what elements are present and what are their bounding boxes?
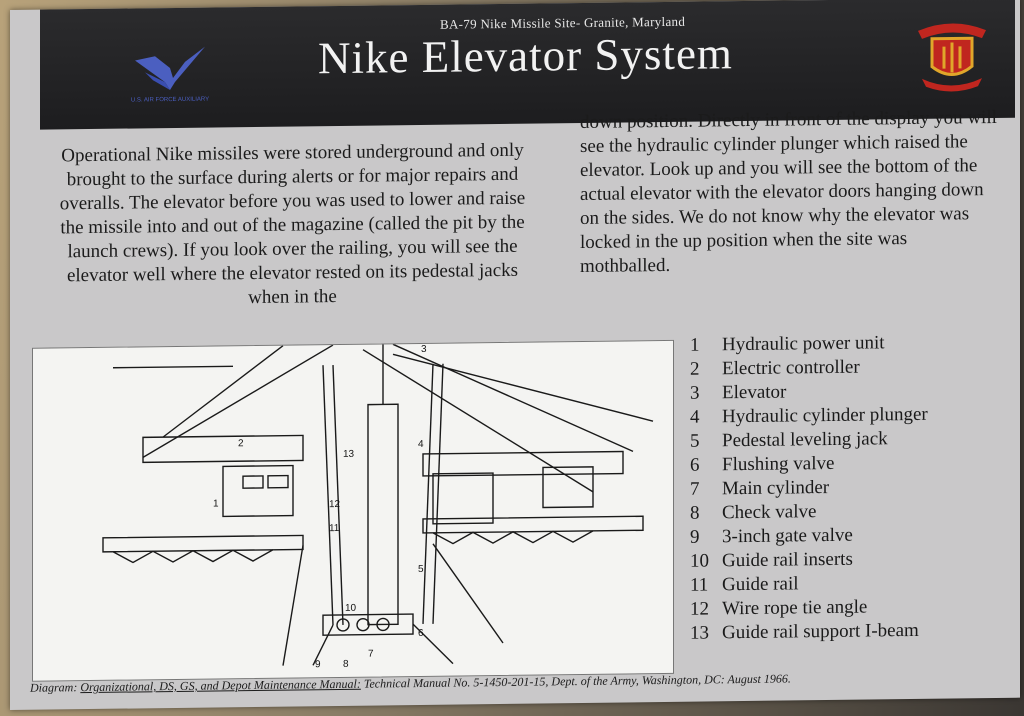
callout-13: 13 — [343, 448, 355, 460]
callout-6: 6 — [418, 627, 424, 640]
legend-label: Electric controller — [722, 356, 860, 380]
legend-number: 7 — [690, 478, 700, 500]
legend-label: Pedestal leveling jack — [722, 428, 888, 452]
callout-4: 4 — [418, 438, 424, 451]
legend-number: 13 — [690, 622, 709, 644]
legend-number: 5 — [690, 430, 700, 452]
civil-air-patrol-wing-icon — [125, 41, 215, 112]
army-air-defense-crest-icon — [912, 16, 992, 97]
intro-paragraph-right: down position. Directly in front of the display you will see the hydraulic cylinder plunger which raised the elevator. Look up and you will see the bottom of the actual elevator with the elevator doors hanging down on the sides. We do not know why the elevator was locked in the up position when the site was mothballed. — [580, 106, 997, 278]
callout-5: 5 — [418, 563, 424, 576]
legend-label: Guide rail — [722, 573, 799, 596]
elevator-line-drawing — [33, 341, 673, 681]
credit-details: Technical Manual No. 5-1450-201-15, Dept. of the Army, Washington, DC: August 1966. — [360, 671, 791, 691]
callout-1: 1 — [213, 498, 219, 510]
legend-label: Guide rail inserts — [722, 548, 853, 572]
elevator-diagram — [32, 340, 674, 682]
site-subtitle: BA-79 Nike Missile Site- Granite, Maryland — [440, 13, 686, 32]
sign-panel — [10, 0, 1020, 710]
credit-prefix: Diagram: — [30, 680, 81, 695]
legend-label: Wire rope tie angle — [722, 596, 868, 620]
callout-11: 11 — [329, 522, 340, 535]
legend-number: 3 — [690, 382, 700, 404]
legend-label: Main cylinder — [722, 476, 830, 500]
legend-label: 3-inch gate valve — [722, 524, 853, 548]
callout-2: 2 — [238, 438, 244, 450]
legend-label: Guide rail support I-beam — [722, 619, 919, 644]
legend-number: 4 — [690, 406, 700, 428]
callout-3: 3 — [421, 343, 427, 355]
legend-number: 1 — [690, 334, 700, 356]
legend-number: 6 — [690, 454, 700, 476]
parts-legend — [690, 330, 1010, 646]
page-title: Nike Elevator System — [318, 28, 733, 84]
callout-8: 8 — [343, 658, 349, 670]
legend-number: 8 — [690, 502, 700, 524]
callout-7: 7 — [368, 648, 374, 660]
callout-12: 12 — [329, 498, 341, 511]
legend-label: Flushing valve — [722, 452, 835, 476]
intro-paragraph-left: Operational Nike missiles were stored underground and only brought to the surface during alerts or for major repairs and overalls. The elevator before you was used to lower and raise the missile into and out of the magazine (called the pit by the launch crews). If you look over the railing, you will see the elevator well where the elevator rested on its pedestal jacks when in the — [59, 139, 526, 309]
callout-10: 10 — [345, 602, 357, 614]
legend-item — [690, 618, 1010, 646]
legend-number: 2 — [690, 358, 700, 380]
logo-caption: U.S. AIR FORCE AUXILIARY — [130, 96, 210, 104]
legend-number: 11 — [690, 574, 709, 596]
legend-label: Check valve — [722, 501, 817, 524]
legend-number: 10 — [690, 550, 709, 572]
legend-label: Hydraulic power unit — [722, 332, 885, 356]
legend-number: 9 — [690, 526, 700, 548]
legend-label: Elevator — [722, 381, 787, 404]
callout-9: 9 — [315, 659, 321, 671]
legend-label: Hydraulic cylinder plunger — [722, 403, 928, 428]
credit-manual-title: Organizational, DS, GS, and Depot Maintenance Manual: — [80, 676, 361, 695]
legend-number: 12 — [690, 598, 709, 620]
